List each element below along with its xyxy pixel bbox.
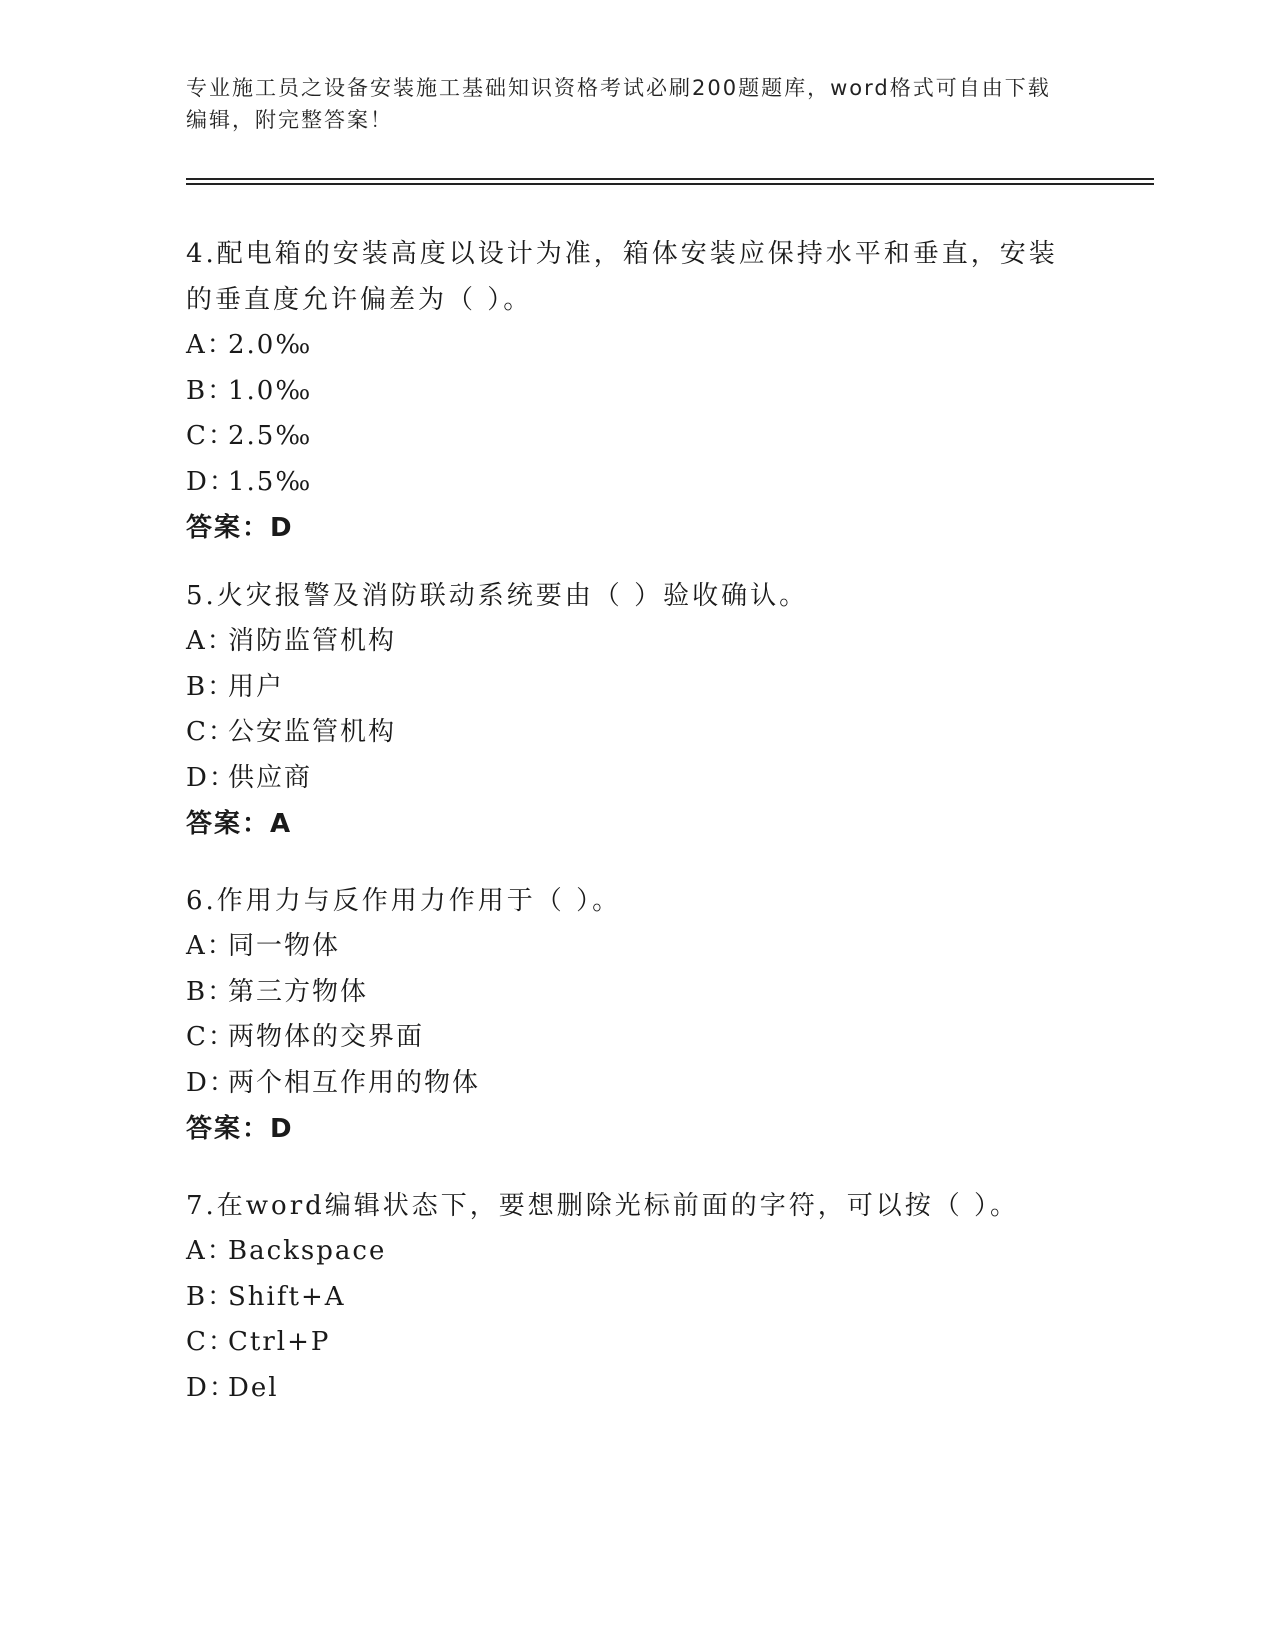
option-text: 2.5‰ <box>228 421 313 451</box>
option-c <box>186 710 1066 756</box>
option-text: Ctrl+P <box>228 1327 331 1357</box>
option-c <box>186 1015 1066 1061</box>
option-text: 供应商 <box>228 762 313 793</box>
question-stem: 7.在word编辑状态下，要想删除光标前面的字符，可以按（ ）。 <box>186 1191 1020 1221</box>
option-key: D： <box>186 762 237 793</box>
answer-label: 答案： <box>186 1114 271 1144</box>
question-stem: 4.配电箱的安装高度以设计为准，箱体安装应保持水平和垂直，安装的垂直度允许偏差为（ ）。 <box>186 239 1058 315</box>
option-b <box>186 970 1066 1016</box>
option-key: C： <box>186 421 236 451</box>
question-stem: 6.作用力与反作用力作用于（ ）。 <box>186 886 622 916</box>
question-7 <box>186 1183 1066 1411</box>
option-key: D： <box>186 466 237 497</box>
option-d <box>186 756 1066 802</box>
option-a <box>186 1229 1066 1275</box>
answer-value: A <box>270 809 293 839</box>
option-text: 1.5‰ <box>228 466 313 497</box>
answer <box>186 1106 1066 1152</box>
option-c <box>186 414 1066 460</box>
document-header: 专业施工员之设备安装施工基础知识资格考试必刷200题题库，word格式可自由下载编辑，附完整答案！ <box>186 76 1051 132</box>
option-key: C： <box>186 1327 236 1357</box>
option-b <box>186 369 1066 415</box>
answer <box>186 505 1066 551</box>
option-text: Del <box>228 1372 279 1403</box>
option-text: 1.0‰ <box>228 375 313 406</box>
answer-value: D <box>270 513 294 543</box>
option-b <box>186 665 1066 711</box>
option-key: A： <box>186 931 235 961</box>
option-text: 公安监管机构 <box>228 717 397 747</box>
question-6 <box>186 878 1066 1152</box>
question-5 <box>186 573 1066 847</box>
option-key: B： <box>186 976 236 1007</box>
option-d <box>186 460 1066 506</box>
answer <box>186 801 1066 847</box>
option-key: A： <box>186 626 235 656</box>
answer-label: 答案： <box>186 513 271 543</box>
header-divider-bottom <box>186 183 1154 185</box>
option-b <box>186 1275 1066 1321</box>
option-text: 2.0‰ <box>228 330 313 360</box>
option-text: Backspace <box>228 1236 387 1266</box>
option-text: Shift+A <box>228 1281 346 1312</box>
option-d <box>186 1366 1066 1412</box>
option-text: 两物体的交界面 <box>228 1022 425 1052</box>
option-key: D： <box>186 1067 237 1098</box>
option-a <box>186 619 1066 665</box>
option-key: D： <box>186 1372 237 1403</box>
option-a <box>186 323 1066 369</box>
option-text: 两个相互作用的物体 <box>228 1067 481 1098</box>
option-key: A： <box>186 1236 235 1266</box>
question-4 <box>186 231 1066 551</box>
option-text: 消防监管机构 <box>228 626 397 656</box>
option-key: A： <box>186 330 235 360</box>
option-key: C： <box>186 1022 236 1052</box>
answer-label: 答案： <box>186 809 271 839</box>
option-key: B： <box>186 1281 236 1312</box>
option-key: B： <box>186 375 236 406</box>
option-key: C： <box>186 717 236 747</box>
option-c <box>186 1320 1066 1366</box>
header-divider-top <box>186 178 1154 180</box>
option-text: 第三方物体 <box>228 976 369 1007</box>
option-text: 用户 <box>228 671 285 702</box>
option-d <box>186 1061 1066 1107</box>
answer-value: D <box>270 1114 294 1144</box>
question-stem: 5.火灾报警及消防联动系统要由（ ）验收确认。 <box>186 581 809 611</box>
option-a <box>186 924 1066 970</box>
option-key: B： <box>186 671 236 702</box>
option-text: 同一物体 <box>228 931 341 961</box>
